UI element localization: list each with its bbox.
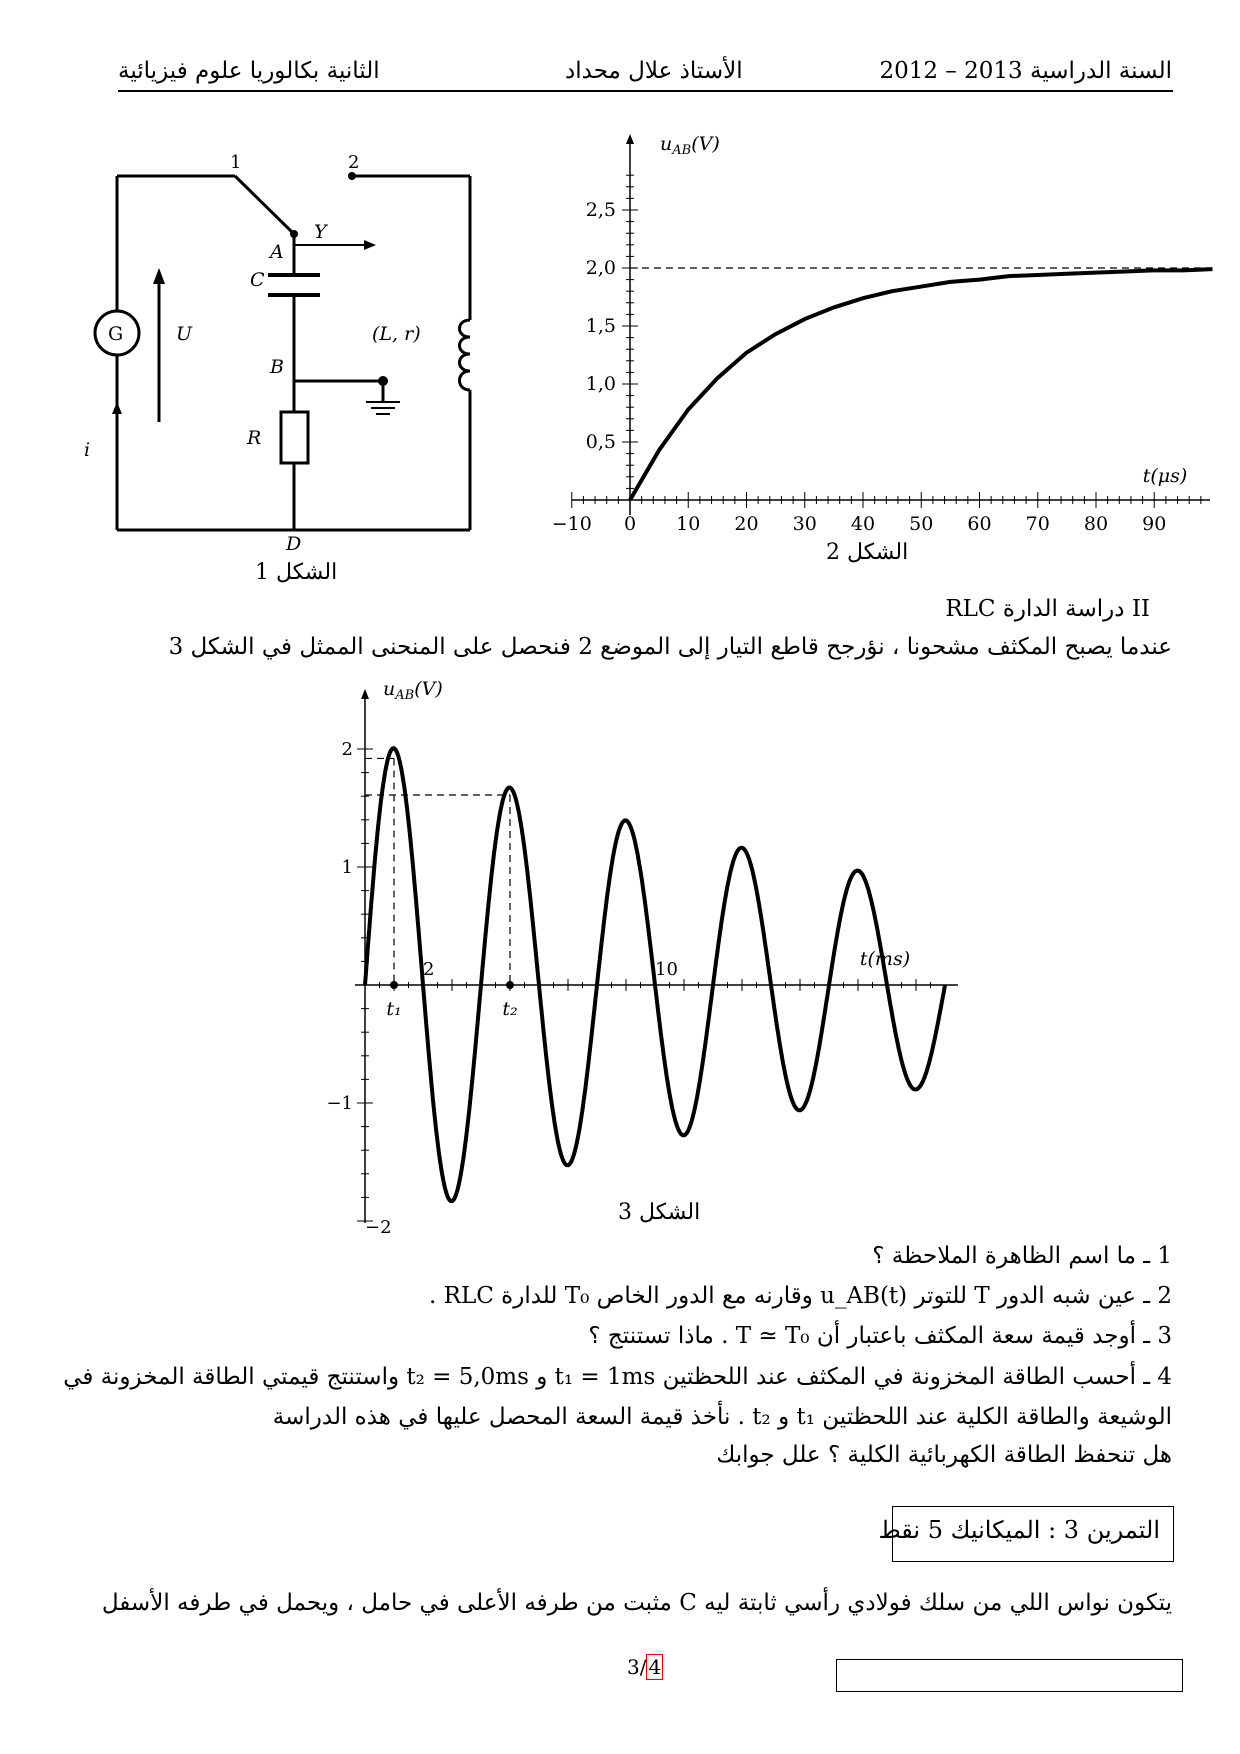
fig2-x-tick-label: 90: [1142, 513, 1167, 535]
fig2-x-tick-label: 40: [850, 513, 876, 535]
fig2-y-arrow: [626, 134, 634, 144]
fig3-chart: [326, 675, 1010, 1238]
question-4b: الوشيعة والطاقة الكلية عند اللحظتين t₁ و t₂ . نأخذ قيمة السعة المحصل عليها في هذه الدراسة: [272, 1404, 1172, 1430]
fig3-marker-dot: [390, 981, 398, 989]
fig3-y-tick-label: −2: [365, 1217, 392, 1238]
fig2-x-tick-label: 0: [623, 513, 637, 535]
fig3-caption: الشكل 3: [618, 1200, 701, 1225]
fig3-marker-label: t₁: [386, 998, 402, 1020]
fig2-y-tick-label: 0,5: [585, 431, 616, 453]
fig3-y-arrow: [361, 689, 369, 699]
label-Y: Y: [314, 221, 327, 243]
section-intro: عندما يصبح المكثف مشحونا ، نؤرجح قاطع التيار إلى الموضع 2 فنحصل على المنحنى الممثل في الشكل 3: [168, 634, 1172, 660]
fig2-y-tick-label: 2,0: [585, 257, 616, 279]
question-2: 2 ـ عين شبه الدور T للتوتر u_AB(t) وقارنه مع الدور الخاص T₀ للدارة RLC .: [429, 1283, 1172, 1309]
fig2-y-tick-label: 1,0: [585, 373, 616, 395]
fig3-x-label: t(ms): [859, 948, 911, 970]
section-title: II دراسة الدارة RLC: [945, 596, 1150, 622]
fig2-x-tick-label: 80: [1083, 513, 1109, 535]
fig3-x-tick-label: 10: [655, 959, 678, 980]
label-n2: 2: [348, 152, 360, 173]
fig3-y-tick-label: −1: [326, 1093, 353, 1114]
fig2-chart: [545, 120, 1235, 560]
label-B: B: [270, 356, 284, 378]
exercise-text: يتكون نواس اللي من سلك فولادي رأسي ثابتة ليه C مثبت من طرفه الأعلى في حامل ، ويحمل في طرفه الأسفل: [101, 1590, 1172, 1616]
page-prefix: 3/: [627, 1655, 647, 1679]
fig2-series-line: [630, 269, 1213, 500]
label-R: R: [247, 427, 262, 449]
header-teacher: الأستاذ علال محداد: [565, 58, 743, 84]
circuit-diagram: [70, 140, 500, 560]
exercise-title: التمرين 3 : الميكانيك 5 نقط: [878, 1516, 1160, 1544]
fig2-x-tick-label: 70: [1025, 513, 1050, 535]
label-C: C: [250, 269, 265, 291]
question-1: 1 ـ ما اسم الظاهرة الملاحظة ؟: [872, 1243, 1172, 1269]
fig3-y-label: $u_{AB}(V)$: [383, 678, 443, 703]
page-total: 4: [648, 1655, 662, 1679]
fig3-series-line: [365, 748, 945, 1201]
fig3-marker-label: t₂: [502, 998, 518, 1020]
fig3-x-tick-label: 2: [423, 959, 435, 980]
label-U: U: [176, 323, 193, 345]
label-G: G: [108, 323, 124, 345]
fig2-caption: الشكل 2: [826, 540, 909, 565]
footer-box: [836, 1659, 1183, 1692]
header-level: الثانية بكالوريا علوم فيزيائية: [118, 58, 380, 84]
fig2-x-tick-label: 30: [792, 513, 817, 535]
question-4a: 4 ـ أحسب الطاقة المخزونة في المكثف عند اللحظتين t₁ = 1ms و t₂ = 5,0ms واستنتج قيمتي الطاقة المخزونة في: [63, 1364, 1172, 1390]
fig2-y-tick-label: 1,5: [585, 315, 616, 337]
fig2-x-tick-label: 50: [909, 513, 934, 535]
fig2-x-tick-label: −10: [551, 513, 592, 535]
fig2-x-label: t(μs): [1142, 465, 1188, 487]
label-A: A: [270, 241, 284, 263]
fig3-y-tick-label: 1: [341, 857, 353, 878]
label-Lr: (L, r): [372, 323, 421, 345]
label-n1: 1: [230, 152, 242, 173]
header-year: السنة الدراسية 2013 – 2012: [879, 58, 1172, 84]
fig3-y-tick-label: 2: [341, 739, 353, 760]
label-D: D: [286, 533, 302, 555]
fig1-caption: الشكل 1: [255, 560, 338, 585]
header-rule: [118, 90, 1173, 92]
fig2-x-tick-label: 10: [676, 513, 701, 535]
fig2-y-tick-label: 2,5: [585, 199, 616, 221]
question-3: 3 ـ أوجد قيمة سعة المكثف باعتبار أن T ≃ T₀ . ماذا تستنتج ؟: [588, 1323, 1172, 1349]
fig2-x-tick-label: 20: [734, 513, 759, 535]
fig2-x-tick-label: 60: [967, 513, 992, 535]
label-i: i: [84, 439, 91, 461]
page-number: [627, 1655, 663, 1679]
fig3-marker-dot: [506, 981, 514, 989]
fig2-y-label: $u_{AB}(V)$: [660, 133, 720, 158]
question-4c: هل تنحفظ الطاقة الكهربائية الكلية ؟ علل جوابك: [716, 1442, 1172, 1468]
